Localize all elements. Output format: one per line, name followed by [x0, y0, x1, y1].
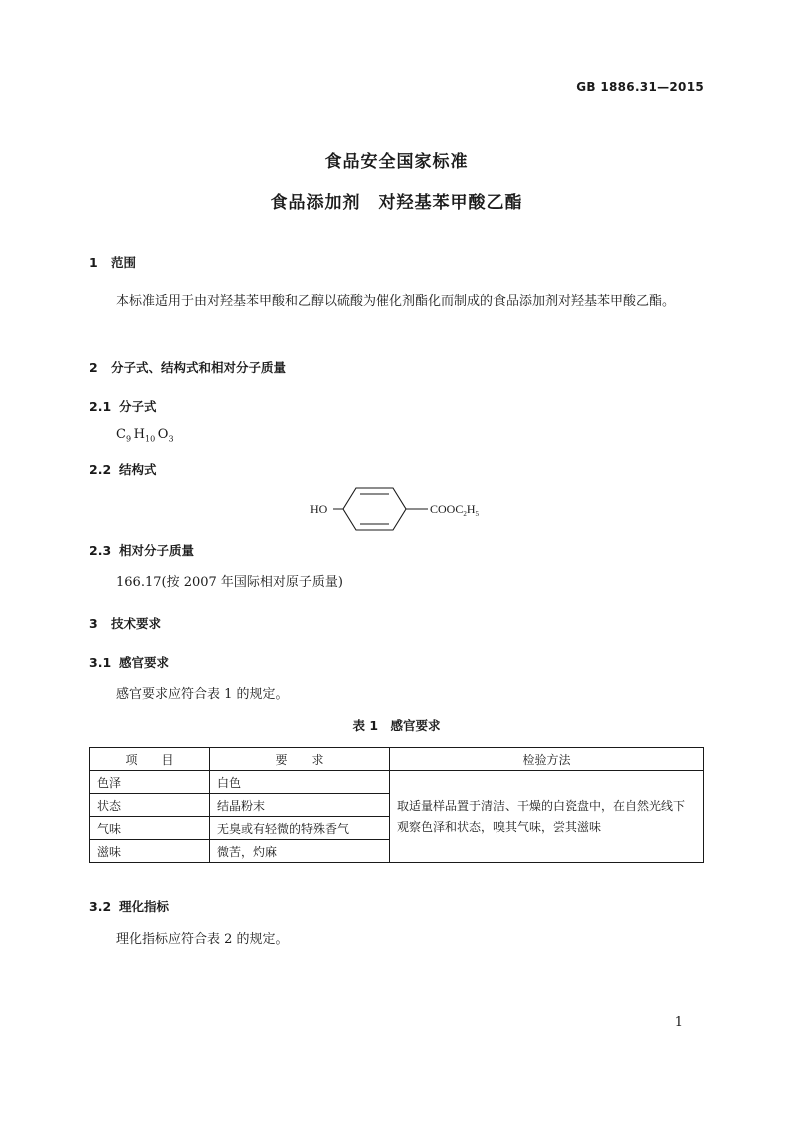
section-number: 3.2 — [89, 899, 112, 914]
cell-item: 色泽 — [90, 771, 210, 794]
section-number: 2.3 — [89, 543, 112, 558]
section-title: 分子式、结构式和相对分子质量 — [111, 360, 287, 375]
section-title: 范围 — [111, 255, 137, 270]
header-test-method: 检验方法 — [390, 748, 704, 771]
section-2-3-heading — [89, 541, 194, 559]
standard-number: GB 1886.31—2015 — [576, 80, 704, 94]
section-number: 2.1 — [89, 399, 112, 414]
section-number: 3 — [89, 616, 98, 631]
section-2-2-heading — [89, 460, 157, 478]
sensory-requirements-text: 感官要求应符合表 1 的规定。 — [116, 687, 289, 702]
molecular-mass-text: 166.17(按 2007 年国际相对原子质量) — [116, 575, 343, 590]
hydroxyl-group-label: HO — [310, 502, 328, 516]
section-number: 3.1 — [89, 655, 112, 670]
physicochemical-text: 理化指标应符合表 2 的规定。 — [116, 932, 289, 947]
cell-item: 滋味 — [90, 840, 210, 863]
ester-group-label: $COOC_2H_5$ — [430, 502, 480, 518]
cell-item: 气味 — [90, 817, 210, 840]
sensory-requirements-table — [89, 747, 704, 863]
section-title: 相对分子质量 — [119, 543, 195, 558]
section-number: 1 — [89, 255, 98, 270]
section-title: 技术要求 — [111, 616, 162, 631]
cell-item: 状态 — [90, 794, 210, 817]
section-title: 分子式 — [119, 399, 157, 414]
cell-requirement: 微苦，灼麻 — [210, 840, 390, 863]
section-title: 理化指标 — [119, 899, 170, 914]
molecular-formula: $C_9$ $H_{10}$ $O_3$ — [116, 427, 174, 444]
section-title: 结构式 — [119, 462, 157, 477]
table-row — [90, 771, 704, 794]
section-number: 2.2 — [89, 462, 112, 477]
section-2-heading — [89, 358, 286, 376]
cell-test-method: 取适量样品置于清洁、干燥的白瓷盘中，在自然光线下观察色泽和状态，嗅其气味，尝其滋味 — [390, 771, 704, 863]
structural-formula — [300, 484, 500, 534]
section-number: 2 — [89, 360, 98, 375]
header-requirement: 要 求 — [210, 748, 390, 771]
table-1-caption: 表 1 感官要求 — [352, 718, 441, 733]
header-item: 项 目 — [90, 748, 210, 771]
section-3-heading — [89, 614, 161, 632]
section-3-2-heading — [89, 897, 169, 915]
section-title: 感官要求 — [119, 655, 170, 670]
doc-subtitle: 食品添加剂 对羟基苯甲酸乙酯 — [270, 193, 523, 213]
cell-requirement: 无臭或有轻微的特殊香气 — [210, 817, 390, 840]
section-2-1-heading — [89, 397, 157, 415]
section-3-1-heading — [89, 653, 169, 671]
section-1-heading — [89, 253, 136, 271]
table-header-row — [90, 748, 704, 771]
scope-paragraph: 本标准适用于由对羟基苯甲酸和乙醇以硫酸为催化剂酯化而制成的食品添加剂对羟基苯甲酸乙酯。 — [116, 294, 676, 309]
page-number: 1 — [674, 1015, 683, 1030]
cell-requirement: 白色 — [210, 771, 390, 794]
doc-title: 食品安全国家标准 — [324, 152, 469, 172]
cell-requirement: 结晶粉末 — [210, 794, 390, 817]
